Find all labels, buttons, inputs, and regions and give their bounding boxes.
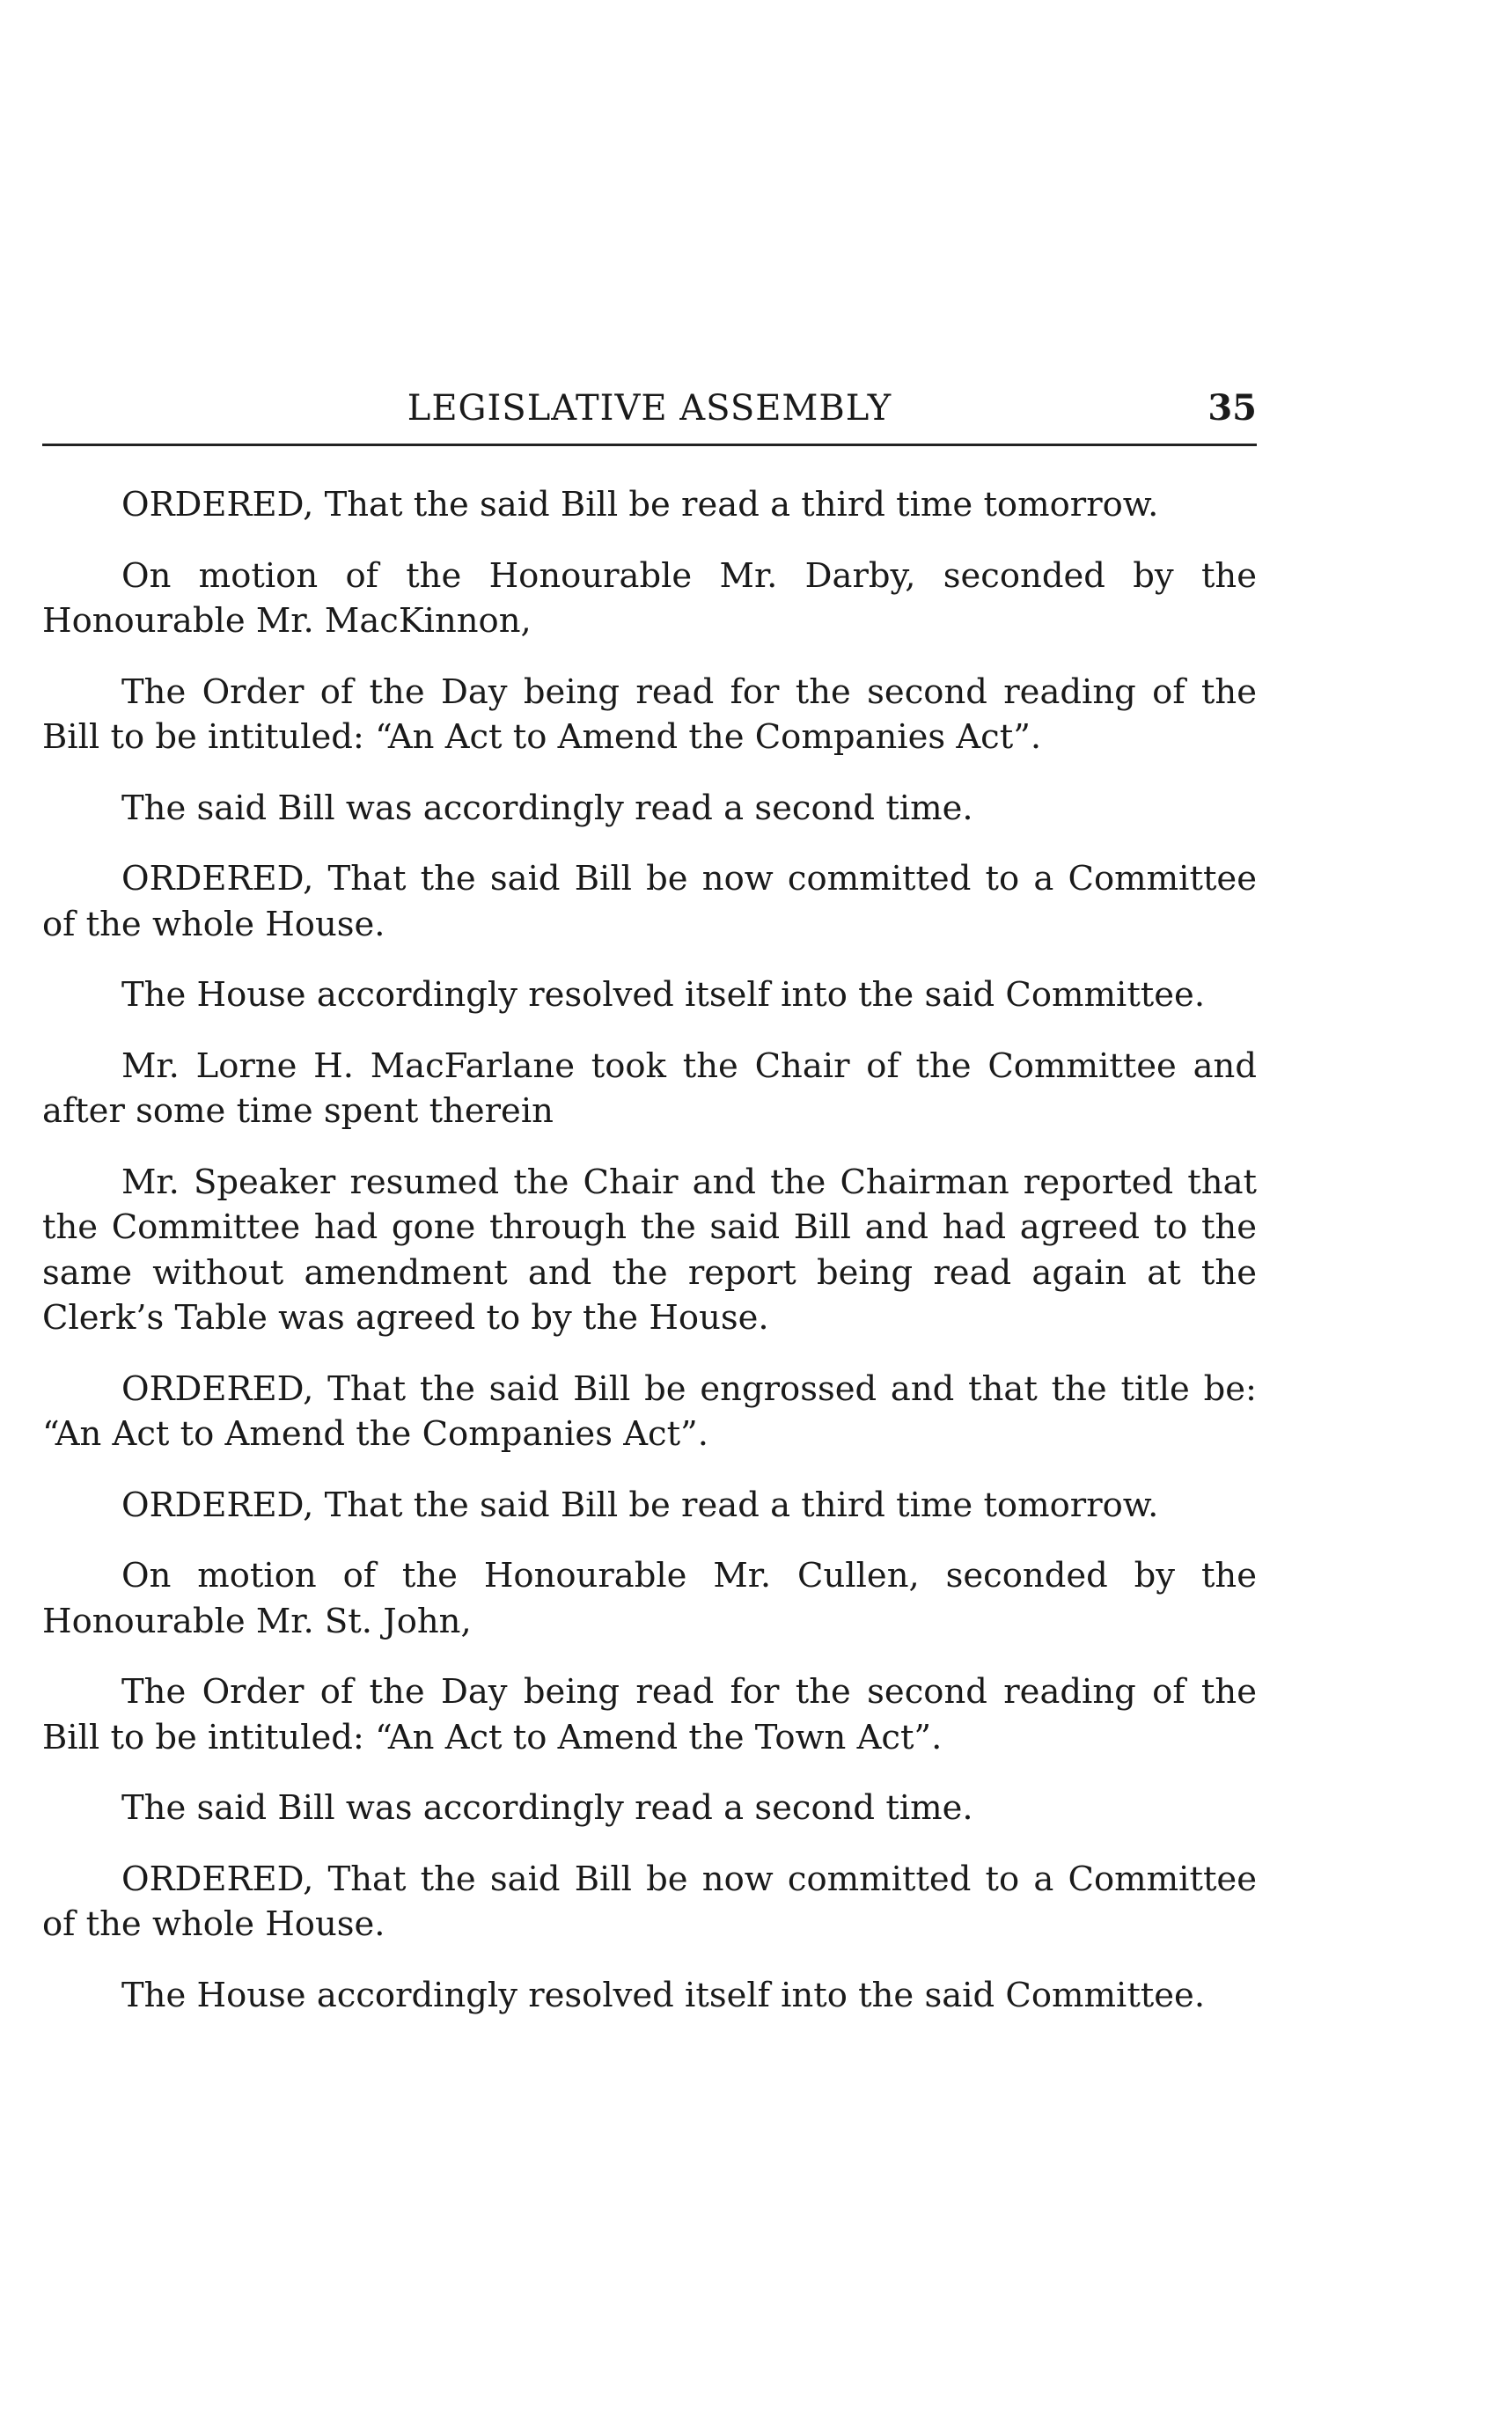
paragraph-house-resolved: The House accordingly resolved itself into the said Committee. [121, 975, 1206, 1015]
page-number: 35 [1207, 387, 1257, 429]
paragraph-order-of-day-town: The Order of the Day being read for the second reading of the Bill to be intituled: “An Act to Amend the Town Act”. [42, 1672, 1257, 1757]
paragraph-ordered-third-reading-2: ORDERED, That the said Bill be read a third time tomorrow. [121, 1485, 1159, 1525]
running-head-title: LEGISLATIVE ASSEMBLY [407, 388, 892, 429]
paragraph-second-reading: The said Bill was accordingly read a second time. [121, 788, 973, 828]
paragraph-macfarlane-chair: Mr. Lorne H. MacFarlane took the Chair of the Committee and after some time spent therein [42, 1045, 1257, 1131]
document-page [42, 0, 1257, 2428]
paragraph-house-resolved-2: The House accordingly resolved itself into the said Committee. [121, 1975, 1206, 2015]
paragraph-ordered-committed-2: ORDERED, That the said Bill be now committed to a Committee of the whole House. [42, 1859, 1257, 1944]
paragraph-speaker-resumed: Mr. Speaker resumed the Chair and the Chairman reported that the Committee had gone through the said Bill and had agreed to the same without amendment and the report being read again at the Clerk’s Table was agreed to by the House. [42, 1162, 1257, 1338]
paragraph-motion-darby: On motion of the Honourable Mr. Darby, seconded by the Honourable Mr. MacKinnon, [42, 555, 1257, 641]
paragraph-motion-cullen: On motion of the Honourable Mr. Cullen, seconded by the Honourable Mr. St. John, [42, 1556, 1257, 1641]
paragraph-ordered-third-reading: ORDERED, That the said Bill be read a third time tomorrow. [121, 485, 1159, 524]
paragraph-second-reading-2: The said Bill was accordingly read a second time. [121, 1788, 973, 1828]
running-head [42, 384, 1257, 436]
paragraph-ordered-engrossed: ORDERED, That the said Bill be engrossed and that the title be: “An Act to Amend the Companies Act”. [42, 1368, 1257, 1454]
paragraph-ordered-committed: ORDERED, That the said Bill be now committed to a Committee of the whole House. [42, 859, 1257, 944]
body-text [42, 482, 1257, 2043]
paragraph-order-of-day-companies: The Order of the Day being read for the second reading of the Bill to be intituled: “An Act to Amend the Companies Act”. [42, 671, 1257, 757]
header-rule [42, 444, 1257, 446]
